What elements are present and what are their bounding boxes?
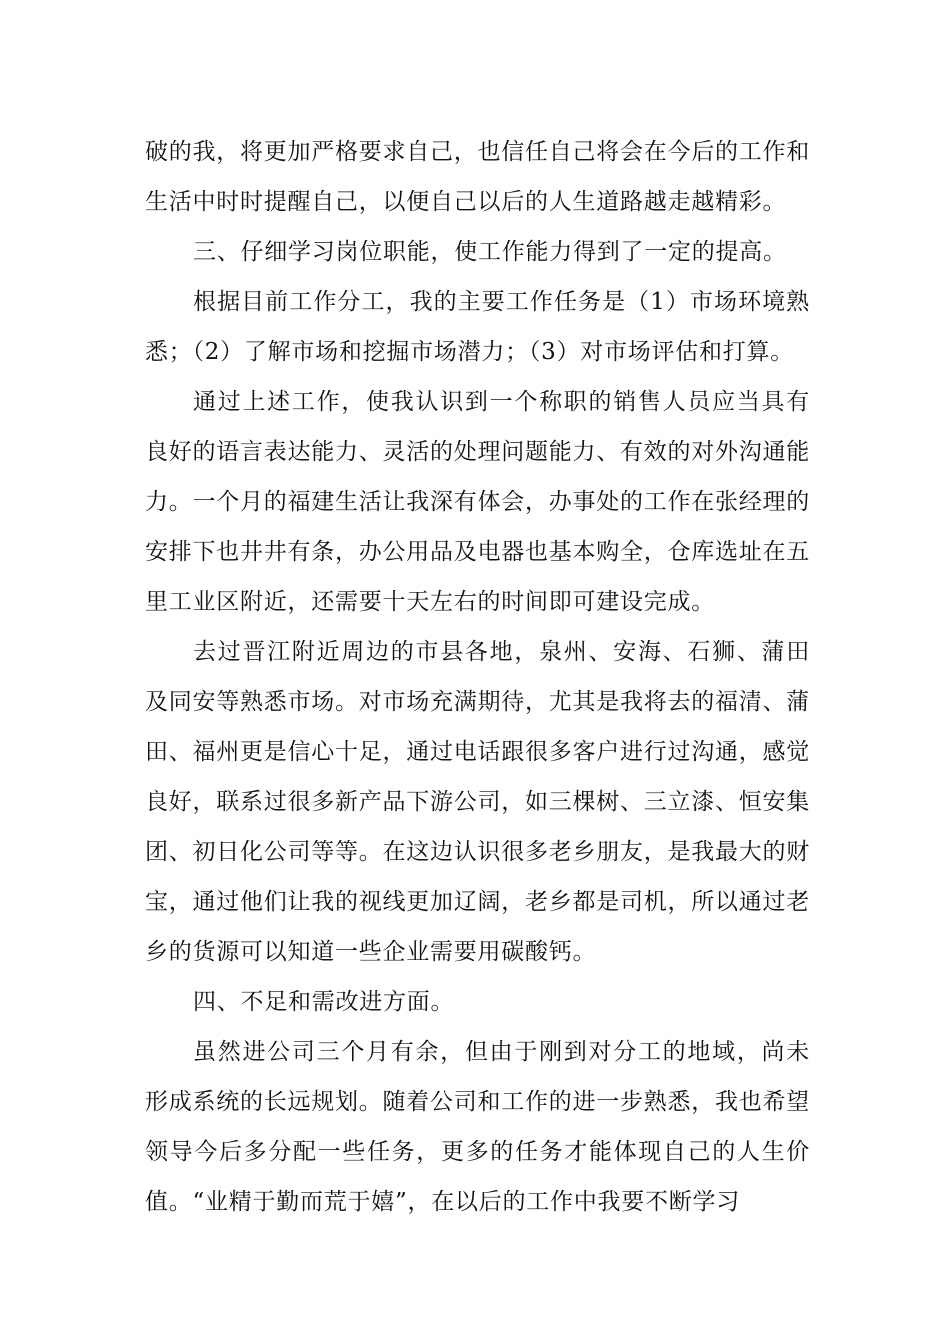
paragraph-4: 通过上述工作，使我认识到一个称职的销售人员应当具有良好的语言表达能力、灵活的处理问题能力、有效的对外沟通能力。一个月的福建生活让我深有体会，办事处的工作在张经理的安排下也井井有条，办公用品及电器也基本购全，仓库选址在五里工业区附近，还需要十天左右的时间即可建设完成。 [145, 389, 810, 615]
paragraph-1: 破的我，将更加严格要求自己，也信任自己将会在今后的工作和生活中时时提醒自己，以便自己以后的人生道路越走越精彩。 [145, 139, 810, 215]
section-heading-3: 三、仔细学习岗位职能，使工作能力得到了一定的提高。 [193, 239, 787, 265]
paragraph-5: 去过晋江附近周边的市县各地，泉州、安海、石狮、蒲田及同安等熟悉市场。对市场充满期待，尤其是我将去的福清、蒲田、福州更是信心十足，通过电话跟很多客户进行过沟通，感觉良好，联系过很多新产品下游公司，如三棵树、三立漆、恒安集团、初日化公司等等。在这边认识很多老乡朋友，是我最大的财宝，通过他们让我的视线更加辽阔，老乡都是司机，所以通过老乡的货源可以知道一些企业需要用碳酸钙。 [145, 639, 810, 965]
section-heading-4: 四、不足和需改进方面。 [193, 989, 455, 1015]
document-body [145, 127, 810, 1227]
paragraph-7: 虽然进公司三个月有余，但由于刚到对分工的地域，尚未形成系统的长远规划。随着公司和工作的进一步熟悉，我也希望领导今后多分配一些任务，更多的任务才能体现自己的人生价值。“业精于勤而荒于嬉”，在以后的工作中我要不断学习 [145, 1039, 810, 1215]
paragraph-3: 根据目前工作分工，我的主要工作任务是（1）市场环境熟悉；（2）了解市场和挖掘市场潜力；（3）对市场评估和打算。 [145, 289, 810, 365]
